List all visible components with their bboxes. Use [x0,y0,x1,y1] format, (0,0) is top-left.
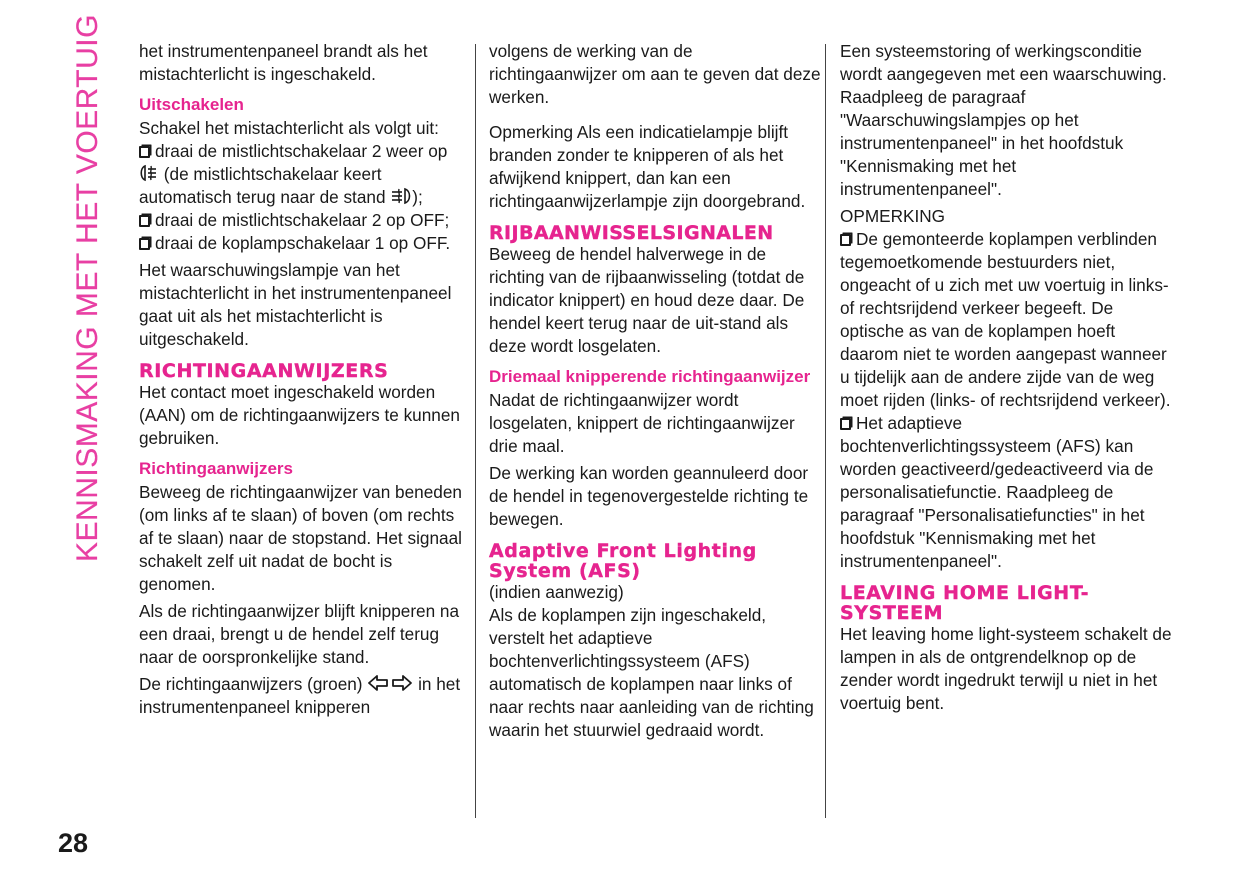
col1-paragraph-2: Schakel het mistachterlicht als volgt uit: [139,118,439,138]
heading-richtingaanwijzers: RICHTINGAANWIJZERS [139,360,389,382]
bullet-icon [840,234,851,246]
bullet-icon [139,146,150,158]
page-number: 28 [58,828,89,858]
heading-leaving-home: LEAVING HOME LIGHT-SYSTEEM [840,582,1090,624]
col1-paragraph-3: Het waarschuwingslampje van het mistachterlicht in het instrumentenpaneel gaat uit als het mistachterlicht is uitgeschakeld. [139,260,452,349]
col1-paragraph-5: Beweeg de richtingaanwijzer van beneden (om links af te slaan) of boven (om rechts af te slaan) naar de stopstand. Het signaal schakelt zelf uit nadat de bocht is genomen. [139,482,462,594]
heading-uitschakelen: Uitschakelen [139,95,244,114]
column-divider-2 [825,44,826,818]
col3-paragraph-2: Het leaving home light-systeem schakelt de lampen in als de ontgrendelknop op de zender wordt ingedrukt terwijl u niet in het voertuig bent. [840,624,1172,713]
bullet-item-1: draai de mistlichtschakelaar 2 weer op (de mistlichtschakelaar keert automatisch terug naar de stand ); [139,141,448,207]
column-3 [840,40,1175,719]
bullet-icon [139,215,150,227]
col1-paragraph-4: Het contact moet ingeschakeld worden (AAN) om de richtingaanwijzers te kunnen gebruiken. [139,382,460,448]
heading-rijbaanwisselsignalen: RIJBAANWISSELSIGNALEN [489,222,774,244]
col2-paragraph-4: Nadat de richtingaanwijzer wordt losgelaten, knippert de richtingaanwijzer drie maal. [489,390,795,456]
col2-paragraph-2: Opmerking Als een indicatielampje blijft branden zonder te knipperen of als het afwijkend knippert, dan kan een richtingaanwijzerlampje zijn doorgebrand. [489,122,806,211]
col2-paragraph-1: volgens de werking van de richtingaanwijzer om aan te geven dat deze werken. [489,41,821,107]
bullet-item-3: draai de koplampschakelaar 1 op OFF. [139,232,469,255]
chapter-side-title-text: KENNISMAKING MET HET VOERTUIG [71,14,104,562]
heading-afs: Adaptive Front Lighting System (AFS) [489,540,757,582]
col2-paragraph-3: Beweeg de hendel halverwege in de richting van de rijbaanwisseling (totdat de indicator knippert) en houd deze daar. De hendel keert terug naar de uit-stand als deze wordt losgelaten. [489,244,805,356]
col2-paragraph-5: De werking kan worden geannuleerd door de hendel in tegenovergestelde richting te bewegen. [489,463,809,529]
col2-paragraph-6: Als de koplampen zijn ingeschakeld, verstelt het adaptieve bochtenverlichtingssysteem (AFS) automatisch de koplampen naar links of naar rechts naar aanleiding van de richting waarin het stuurwiel gedraaid wordt. [489,605,814,740]
note-bullet-1: De gemonteerde koplampen verblinden tegemoetkomende bestuurders niet, ongeacht of u zich met uw voertuig in links- of rechtsrijdend verkeer begeeft. De optische as van de koplampen hoeft daarom niet te worden aangepast wanneer u tijdelijk aan de andere zijde van de weg moet rijden (links- of rechtsrijdend verkeer). [840,229,1171,410]
chapter-side-title [64,14,112,562]
rear-fog-light-icon [390,186,412,206]
col3-paragraph-1: Een systeemstoring of werkingsconditie wordt aangegeven met een waarschuwing. Raadpleeg de paragraaf "Waarschuwingslampjes op het instrumentenpaneel" in het hoofdstuk "Kennismaking met het instrumentenpaneel". [840,41,1167,199]
afs-availability-note: (indien aanwezig) [489,582,624,602]
column-1 [139,40,469,723]
note-bullet-2: Het adaptieve bochtenverlichtingssysteem (AFS) kan worden geactiveerd/gedeactiveerd via de personalisatiefunctie. Raadpleeg de paragraaf "Personalisatiefuncties" in het hoofdstuk "Kennismaking met het instrumentenpaneel". [840,413,1154,571]
col1-paragraph-7: De richtingaanwijzers (groen) in het instrumentenpaneel knipperen [139,674,461,717]
heading-driemaal-knipperende: Driemaal knipperende richtingaanwijzer [489,367,811,386]
bullet-icon [139,238,150,250]
turn-signal-arrows-icon [367,673,413,693]
front-fog-light-icon [139,163,159,183]
heading-richtingaanwijzers-sub: Richtingaanwijzers [139,459,293,478]
column-divider-1 [475,44,476,818]
bullet-icon [840,418,851,430]
col1-paragraph-1: het instrumentenpaneel brandt als het mistachterlicht is ingeschakeld. [139,41,428,84]
col1-paragraph-6: Als de richtingaanwijzer blijft knipperen na een draai, brengt u de hendel zelf terug naar de oorspronkelijke stand. [139,601,460,667]
bullet-item-2: draai de mistlichtschakelaar 2 op OFF; [139,209,469,232]
column-2 [489,40,824,746]
opmerking-label: OPMERKING [840,206,946,226]
